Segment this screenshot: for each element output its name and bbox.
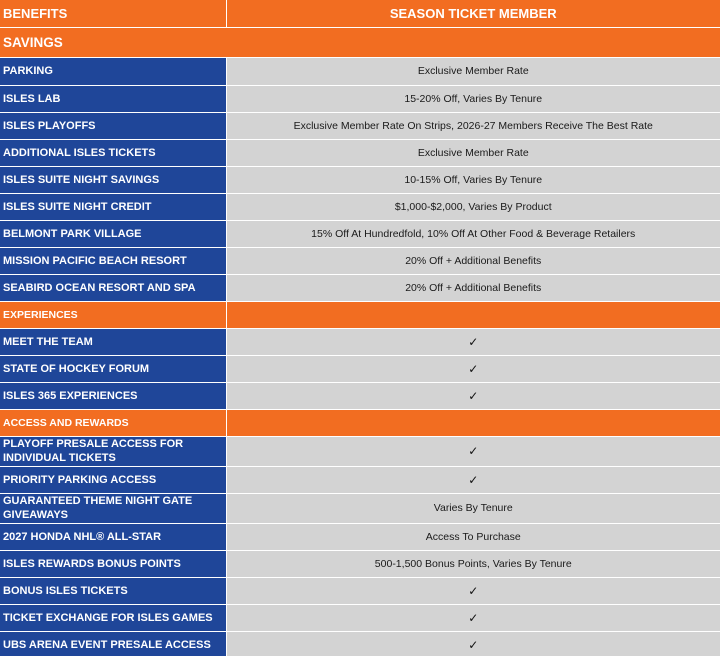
benefit-value: $1,000-$2,000, Varies By Product: [226, 193, 720, 220]
benefit-label: PARKING: [0, 57, 226, 85]
table-row: [0, 247, 720, 274]
benefit-label: BONUS ISLES TICKETS: [0, 577, 226, 604]
benefit-label: ISLES 365 EXPERIENCES: [0, 382, 226, 409]
benefits-column-header: BENEFITS: [0, 0, 226, 27]
benefit-label: ISLES LAB: [0, 85, 226, 112]
checkmark-icon: ✓: [468, 334, 479, 349]
benefit-label: ADDITIONAL ISLES TICKETS: [0, 139, 226, 166]
benefit-value: Exclusive Member Rate: [226, 139, 720, 166]
benefit-value: 20% Off + Additional Benefits: [226, 247, 720, 274]
benefit-value: Access To Purchase: [226, 523, 720, 550]
section-header-access-and-rewards: [0, 409, 720, 436]
table-row: [0, 436, 720, 466]
table-row: [0, 193, 720, 220]
benefit-value: Exclusive Member Rate: [226, 57, 720, 85]
checkmark-icon: ✓: [468, 610, 479, 625]
season-ticket-member-column-header: SEASON TICKET MEMBER: [226, 0, 720, 27]
benefit-label: ISLES SUITE NIGHT CREDIT: [0, 193, 226, 220]
benefit-value: 500-1,500 Bonus Points, Varies By Tenure: [226, 550, 720, 577]
table-row: [0, 550, 720, 577]
table-row: [0, 139, 720, 166]
table-row: [0, 577, 720, 604]
benefit-label: ISLES PLAYOFFS: [0, 112, 226, 139]
benefit-label: BELMONT PARK VILLAGE: [0, 220, 226, 247]
benefit-label: PRIORITY PARKING ACCESS: [0, 466, 226, 493]
table-row: [0, 604, 720, 631]
benefit-label: STATE OF HOCKEY FORUM: [0, 355, 226, 382]
benefit-label: UBS ARENA EVENT PRESALE ACCESS: [0, 631, 226, 656]
benefit-value: Varies By Tenure: [226, 493, 720, 523]
checkmark-icon: ✓: [468, 444, 479, 458]
checkmark-icon: ✓: [468, 388, 479, 403]
checkmark-icon: ✓: [468, 583, 479, 598]
table-row: [0, 328, 720, 355]
benefit-value: 20% Off + Additional Benefits: [226, 274, 720, 301]
table-row: [0, 355, 720, 382]
benefit-label: SEABIRD OCEAN RESORT AND SPA: [0, 274, 226, 301]
table-row: [0, 85, 720, 112]
benefit-value: Exclusive Member Rate On Strips, 2026-27 Members Receive The Best Rate: [226, 112, 720, 139]
benefit-label: TICKET EXCHANGE FOR ISLES GAMES: [0, 604, 226, 631]
checkmark-icon: ✓: [468, 472, 479, 487]
table-row: [0, 112, 720, 139]
section-title: ACCESS AND REWARDS: [0, 409, 226, 436]
table-header: [0, 0, 720, 27]
benefit-value: 15% Off At Hundredfold, 10% Off At Other Food & Beverage Retailers: [226, 220, 720, 247]
benefit-label: GUARANTEED THEME NIGHT GATE GIVEAWAYS: [0, 493, 226, 523]
section-title: EXPERIENCES: [0, 301, 226, 328]
benefit-value: 10-15% Off, Varies By Tenure: [226, 166, 720, 193]
table-row: [0, 493, 720, 523]
benefit-label: ISLES SUITE NIGHT SAVINGS: [0, 166, 226, 193]
table-row: [0, 57, 720, 85]
section-title: SAVINGS: [0, 27, 720, 57]
benefit-label: 2027 HONDA NHL® ALL-STAR: [0, 523, 226, 550]
table-row: [0, 466, 720, 493]
benefit-label: PLAYOFF PRESALE ACCESS FOR INDIVIDUAL TICKETS: [0, 436, 226, 466]
table-row: [0, 631, 720, 656]
table-row: [0, 220, 720, 247]
table-row: [0, 274, 720, 301]
benefit-label: MISSION PACIFIC BEACH RESORT: [0, 247, 226, 274]
benefit-value: 15-20% Off, Varies By Tenure: [226, 85, 720, 112]
section-header-savings: [0, 27, 720, 57]
table-row: [0, 523, 720, 550]
table-row: [0, 382, 720, 409]
checkmark-icon: ✓: [468, 361, 479, 376]
checkmark-icon: ✓: [468, 637, 479, 652]
benefit-label: MEET THE TEAM: [0, 328, 226, 355]
section-header-experiences: [0, 301, 720, 328]
benefit-label: ISLES REWARDS BONUS POINTS: [0, 550, 226, 577]
table-row: [0, 166, 720, 193]
